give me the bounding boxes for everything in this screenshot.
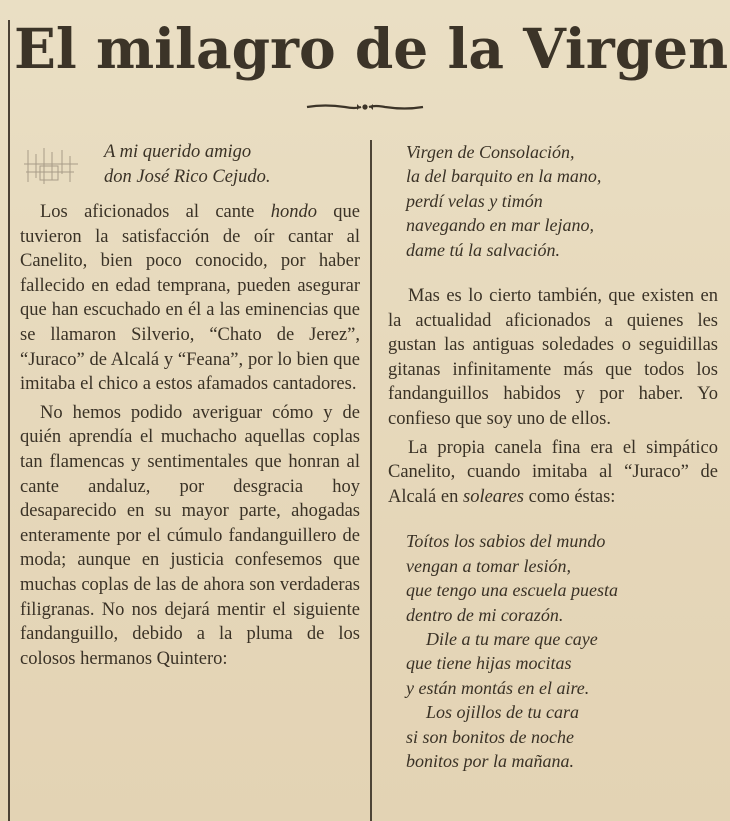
verse-line: bonitos por la mañana. — [406, 751, 575, 772]
verse-line: Toítos los sabios del mundo — [406, 531, 606, 552]
paragraph-text: que tuvieron la satisfacción de oír cantar al Canelito, bien poco conocido, por haber fallecido en edad temprana, pueden asegurar que han escuchado en él a las eminencias que se llamaron Silverio, “Chato de Jerez”, “Juraco” de Alcalá y “Feana”, por lo bien que imitaba el chico a estos afamados cantadores. — [20, 202, 360, 395]
verse-line: Virgen de Consolación, — [406, 142, 575, 162]
verse-line: Dile a tu mare que caye — [426, 629, 598, 649]
verse-line: dame tú la salvación. — [406, 239, 560, 260]
verse-line: dentro de mi corazón. — [406, 604, 564, 625]
paragraph-text: Los aficionados al cante — [40, 202, 271, 222]
verse-line: navegando en mar lejano, — [406, 215, 594, 236]
dedication-line: A mi querido amigo — [104, 142, 252, 162]
verse-line: la del barquito en la mano, — [406, 166, 602, 187]
verse-line: vengan a tomar lesión, — [406, 555, 571, 576]
paragraph: Mas es lo cierto también, que existen en la actualidad aficionados a quienes les gustan las antiguas soledades o seguidillas gitanas infinitamente más que todos los fandanguillos habidos y por haber. Yo confieso que soy uno de ellos. — [388, 286, 718, 429]
paragraph — [388, 436, 718, 510]
column-divider — [370, 140, 372, 821]
paragraph-text: como éstas: — [523, 486, 616, 507]
paragraph-text: La propia canela fina era el simpático Canelito, cuando imitaba al “Juraco” de Alcalá en — [388, 437, 718, 507]
verse-line: que tengo una escuela puesta — [406, 580, 618, 601]
verse-line: Los ojillos de tu cara — [426, 702, 580, 723]
dedication-line: don José Rico Cejudo. — [104, 167, 271, 187]
verse-line: y están montás en el aire. — [406, 677, 590, 698]
ornament-divider-icon — [305, 100, 425, 114]
left-column — [20, 140, 360, 671]
dedication — [104, 140, 360, 190]
left-border-rule — [8, 20, 10, 821]
verse-line: perdí velas y timón — [406, 190, 543, 211]
paragraph — [20, 200, 360, 397]
verse-block — [388, 529, 718, 773]
verse-line: si son bonitos de noche — [406, 726, 574, 747]
paragraph-emphasis: hondo — [270, 202, 317, 222]
paragraph-emphasis: soleares — [463, 486, 524, 507]
paragraph: No hemos podido averiguar cómo y de quién aprendía el muchacho aquellas coplas tan flamencas y sentimentales que honran al cante andaluz, por desgracia hoy desaparecido en su mayor parte, ahogadas enteramente por el cúmulo fandanguillero de moda; aunque en justicia confesemos que muchas coplas de las de ahora son verdaderas filigranas. No nos dejará mentir el siguiente fandanguillo, debido a la pluma de los colosos hermanos Quintero: — [20, 402, 360, 669]
verse-line: que tiene hijas mocitas — [406, 653, 572, 674]
verse-block — [388, 140, 718, 262]
article-title: El milagro de la Virgen — [14, 16, 729, 81]
right-column — [388, 140, 718, 773]
